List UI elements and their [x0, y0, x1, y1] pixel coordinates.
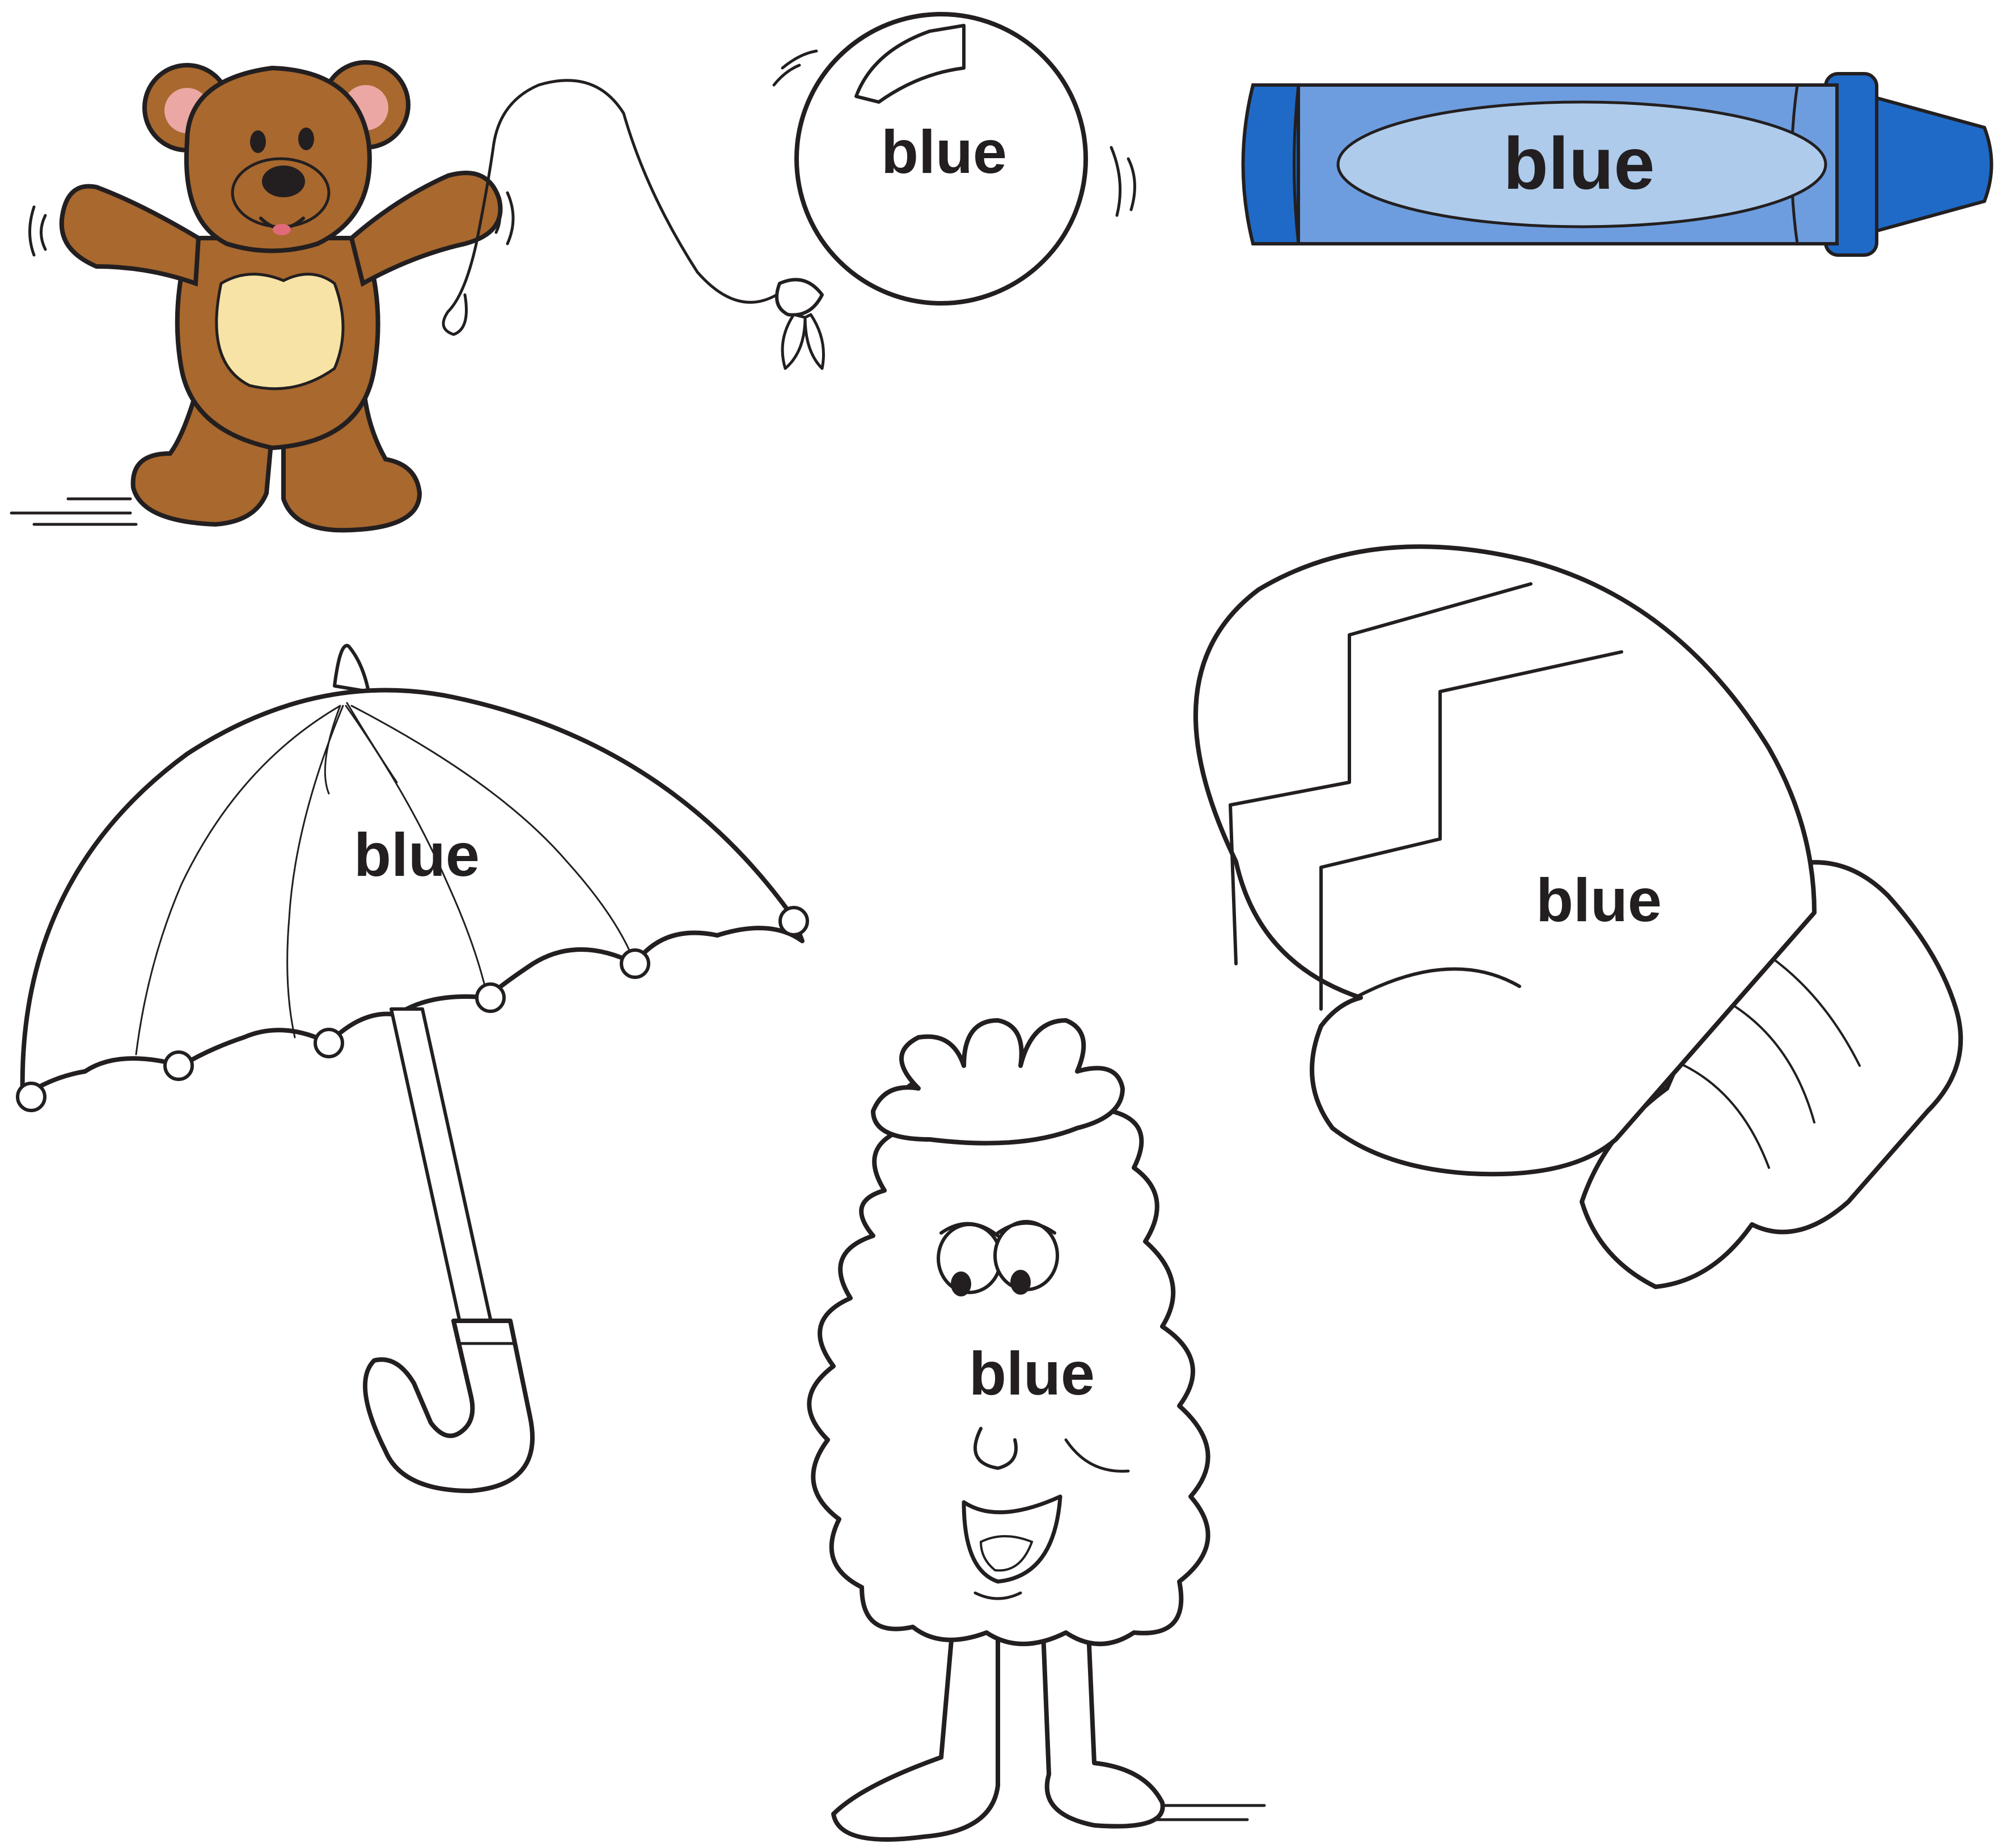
crayon-icon — [1243, 74, 1992, 255]
crayon-label: blue — [1503, 122, 1655, 205]
creature-label: blue — [968, 1339, 1095, 1408]
balloon-icon — [443, 14, 1135, 368]
mitten-icon — [1196, 546, 1961, 1287]
umbrella-label: blue — [353, 820, 480, 889]
umbrella-icon — [18, 646, 807, 1491]
mitten-label: blue — [1535, 866, 1662, 934]
balloon-label: blue — [881, 117, 1008, 186]
teddy-bear-icon — [11, 62, 513, 530]
fuzzy-creature-icon — [809, 1020, 1264, 1839]
